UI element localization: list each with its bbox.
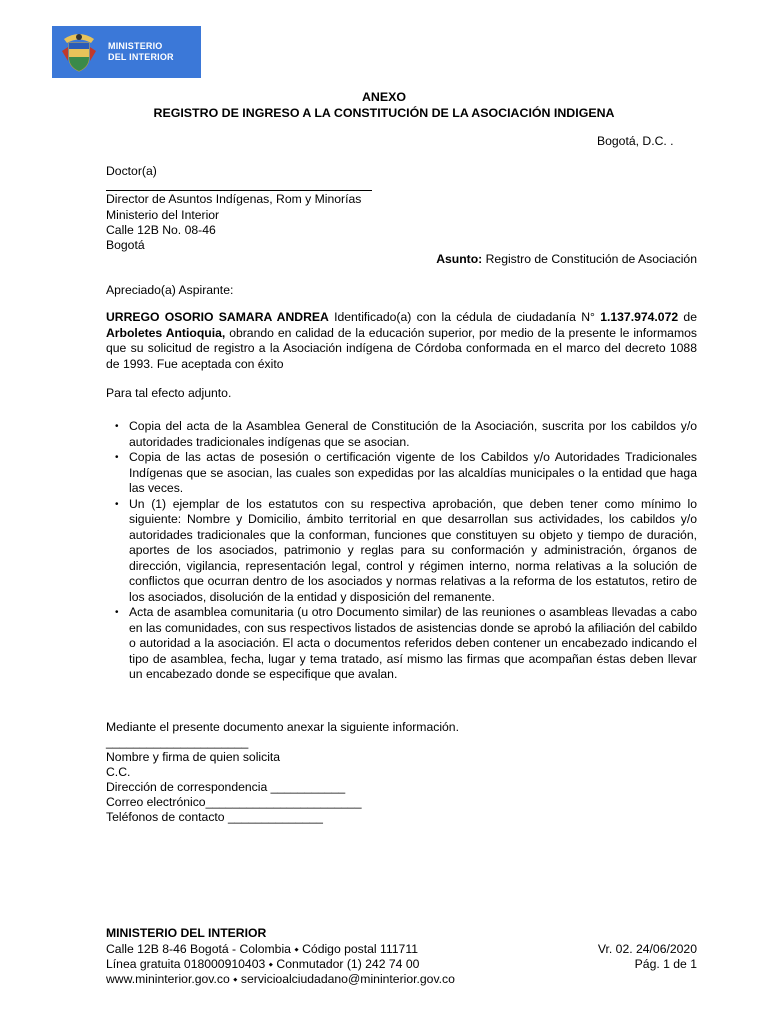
body-paragraph — [106, 310, 697, 372]
attachment-list — [106, 419, 697, 683]
bullet: • — [115, 452, 119, 463]
signature-line: _____________________ — [106, 735, 249, 749]
bullet: • — [115, 421, 119, 432]
title-annex: ANEXO — [361, 90, 407, 104]
recipient-line3: Calle 12B No. 08-46 — [106, 223, 216, 237]
list-item — [106, 450, 697, 497]
recipient-line2: Ministerio del Interior — [106, 208, 220, 222]
list-item-text: Copia del acta de la Asamblea General de Constitución de la Asociación, suscrita por los cabildos y/o autoridades tradicionales indígenas que se asocian. — [129, 419, 697, 449]
signature-email: Correo electrónico_______________________ — [106, 795, 362, 809]
id-number: 1.137.974.072 — [600, 310, 679, 324]
applicant-name: URREGO OSORIO SAMARA ANDREA — [106, 310, 329, 324]
signature-name-label: Nombre y firma de quien solicita — [106, 750, 281, 764]
footer-phones: Línea gratuita 018000910403 ⬩ Conmutador (1) 242 74 00 — [106, 957, 420, 971]
logo-line1: MINISTERIO — [108, 41, 163, 51]
body-text1: Identificado(a) con la cédula de ciudadanía N° — [328, 310, 601, 324]
title-registry: REGISTRO DE INGRESO A LA CONSTITUCIÓN DE LA ASOCIACIÓN INDIGENA — [153, 106, 615, 120]
list-item — [106, 419, 697, 450]
document-title — [0, 89, 768, 121]
list-item-text: Acta de asamblea comunitaria (u otro Documento similar) de las reuniones o asambleas llevadas a cabo en las comunidades, con sus respectivos listados de asistencias donde se aprobó la afiliación del cabildo o autoridad a la asociación. El acta o documentos referidos deben contener un encabezado indicando el tipo de asamblea, fecha, lugar y tema tratado, así mismo las firmas que acompañan éstas deben llevar un encabezado donde se especifique que avalan. — [129, 605, 697, 681]
recipient-name-line — [106, 190, 372, 191]
annex-text: Mediante el presente documento anexar la siguiente información. — [106, 720, 459, 734]
list-item-text: Copia de las actas de posesión o certificación vigente de los Cabildos y/o Autoridades Tradicionales Indígenas que se asocian, las cuales son expedidas por las alcaldías municipales o la entidad que haga las veces. — [129, 450, 697, 495]
footer-org: MINISTERIO DEL INTERIOR — [106, 926, 267, 940]
recipient-line1: Director de Asuntos Indígenas, Rom y Minorías — [106, 192, 362, 206]
ministry-logo — [52, 26, 201, 78]
signature-cc: C.C. — [106, 765, 131, 779]
logo-line2: DEL INTERIOR — [108, 52, 174, 62]
footer-version: Vr. 02. 24/06/2020 — [597, 942, 697, 956]
salutation: Doctor(a) — [106, 164, 157, 178]
signature-phone: Teléfonos de contacto ______________ — [106, 810, 323, 824]
recipient-line4: Bogotá — [106, 238, 145, 252]
footer-address: Calle 12B 8-46 Bogotá - Colombia ⬩ Código postal 111711 — [106, 942, 418, 956]
list-item — [106, 497, 697, 606]
list-item-text: Un (1) ejemplar de los estatutos con su respectiva aprobación, que deben tener como mínimo lo siguiente: Nombre y Domicilio, ámbito territorial en que desarrollan sus actividades, los cabildos y/o autoridades tradicionales que la conforman, funciones que constituyen su objeto y tiempo de duración, aportes de los asociados, patrimonio y reglas para su conformación y administración, órganos de dirección, vigilancia, representación legal, control y régimen interno, norma relativas a la solución de conflictos que ocurran dentro de los asociados y normas relativas a la reforma de los estatutos, retiro de los asociados, disolución de la entidad y disposición del remanente. — [129, 496, 697, 604]
subject-line — [436, 252, 697, 268]
signature-address: Dirección de correspondencia ___________ — [106, 780, 346, 794]
attach-intro: Para tal efecto adjunto. — [106, 386, 232, 400]
coat-of-arms-icon — [60, 31, 98, 73]
body-text2: de — [678, 310, 697, 324]
place-date: Bogotá, D.C. . — [597, 134, 674, 148]
bullet: • — [115, 498, 119, 510]
issue-place: Arboletes Antioquia, — [106, 325, 226, 340]
greeting: Apreciado(a) Aspirante: — [106, 283, 234, 297]
footer-page: Pág. 1 de 1 — [634, 957, 697, 971]
subject-label: Asunto: — [436, 252, 483, 266]
list-item — [106, 605, 697, 683]
body-text3: obrando en calidad de la educación superior, por medio de la presente le informamos que su solicitud de registro a la Asociación indígena de Córdoba conformada en el marco del decreto 1088 de 1993. Fue aceptada con éxito — [106, 325, 697, 371]
bullet: • — [115, 607, 119, 618]
footer-web: www.mininterior.gov.co ⬩ servicioalciudadano@mininterior.gov.co — [106, 972, 455, 986]
subject-text: Registro de Constitución de Asociación — [482, 252, 697, 266]
